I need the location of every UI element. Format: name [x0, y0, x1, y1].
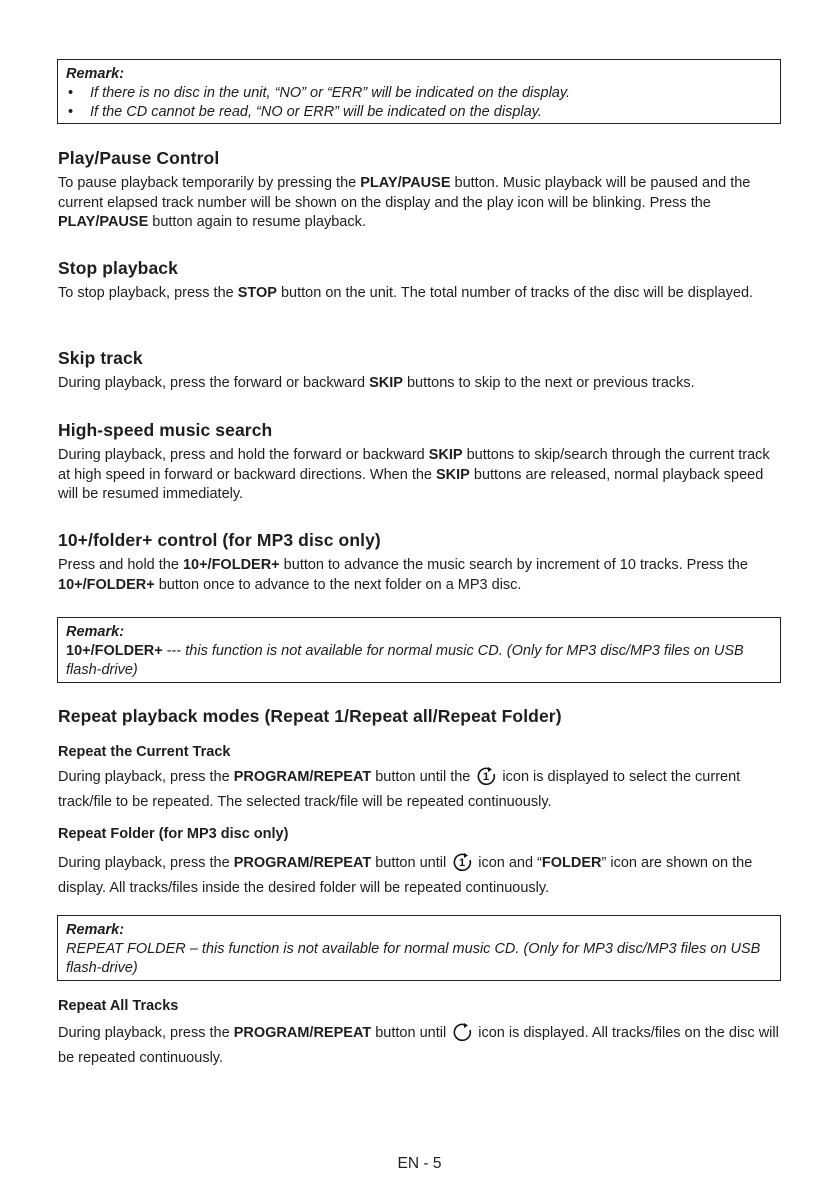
- section-heading-folder: 10+/folder+ control (for MP3 disc only): [58, 530, 381, 550]
- page-number: EN - 5: [397, 1155, 442, 1172]
- remark-list: [66, 84, 772, 122]
- section-heading-search: High-speed music search: [58, 420, 273, 440]
- repeat-one-icon: [451, 852, 473, 879]
- remark-item: • If the CD cannot be read, “NO or ERR” will be indicated on the display.: [66, 103, 772, 122]
- section-heading-skip: Skip track: [58, 348, 143, 368]
- remark-label: Remark:: [66, 624, 125, 640]
- section-heading-play-pause: Play/Pause Control: [58, 148, 220, 168]
- subheading-repeat-current: Repeat the Current Track: [58, 744, 231, 760]
- remark-text: 10+/FOLDER+ --- this function is not available for normal music CD. (Only for MP3 disc/MP3 files on USB flash-drive): [66, 643, 744, 678]
- svg-text:1: 1: [483, 771, 490, 783]
- subheading-repeat-all: Repeat All Tracks: [58, 998, 179, 1014]
- repeat-folder-paragraph: During playback, press the PROGRAM/REPEAT button until 1 icon and “FOLDER” icon are shown on the display. All tracks/files inside the desired folder will be repeated continuously.: [58, 852, 783, 898]
- repeat-all-paragraph: During playback, press the PROGRAM/REPEAT button until icon is displayed. All tracks/files on the disc will be repeated continuously.: [58, 1022, 783, 1068]
- remark-label: Remark:: [66, 922, 125, 938]
- section-heading-repeat: Repeat playback modes (Repeat 1/Repeat all/Repeat Folder): [58, 706, 562, 726]
- repeat-all-icon: [451, 1022, 473, 1049]
- remark-box-no-disc: [57, 59, 781, 124]
- remark-text: REPEAT FOLDER – this function is not available for normal music CD. (Only for MP3 disc/MP3 files on USB flash-drive): [66, 941, 761, 976]
- stop-paragraph: To stop playback, press the STOP button on the unit. The total number of tracks of the disc will be displayed.: [58, 285, 754, 301]
- repeat-current-paragraph: During playback, press the PROGRAM/REPEAT button until the 1 icon is displayed to select the current track/file to be repeated. The selected track/file will be repeated continuously.: [58, 766, 783, 812]
- section-heading-stop: Stop playback: [58, 258, 178, 278]
- remark-box-folder-plus: [57, 617, 781, 683]
- svg-text:1: 1: [459, 857, 466, 869]
- skip-paragraph: During playback, press the forward or backward SKIP buttons to skip to the next or previous tracks.: [58, 375, 695, 391]
- play-pause-paragraph: To pause playback temporarily by pressing the PLAY/PAUSE button. Music playback will be paused and the current elapsed track number will be shown on the display and the play icon will be blinking. Press the PLAY/PAUSE button again to resume playback.: [58, 175, 751, 230]
- remark-item: • If there is no disc in the unit, “NO” or “ERR” will be indicated on the display.: [66, 84, 772, 103]
- remark-label: Remark:: [66, 66, 125, 82]
- search-paragraph: During playback, press and hold the forward or backward SKIP buttons to skip/search through the current track at high speed in forward or backward directions. When the SKIP buttons are released, normal playback speed will be resumed immediately.: [58, 447, 770, 502]
- subheading-repeat-folder: Repeat Folder (for MP3 disc only): [58, 826, 289, 842]
- repeat-one-icon: [475, 766, 497, 793]
- remark-box-repeat-folder: [57, 915, 781, 981]
- folder-paragraph: Press and hold the 10+/FOLDER+ button to advance the music search by increment of 10 tracks. Press the 10+/FOLDER+ button once to advance to the next folder on a MP3 disc.: [58, 557, 748, 593]
